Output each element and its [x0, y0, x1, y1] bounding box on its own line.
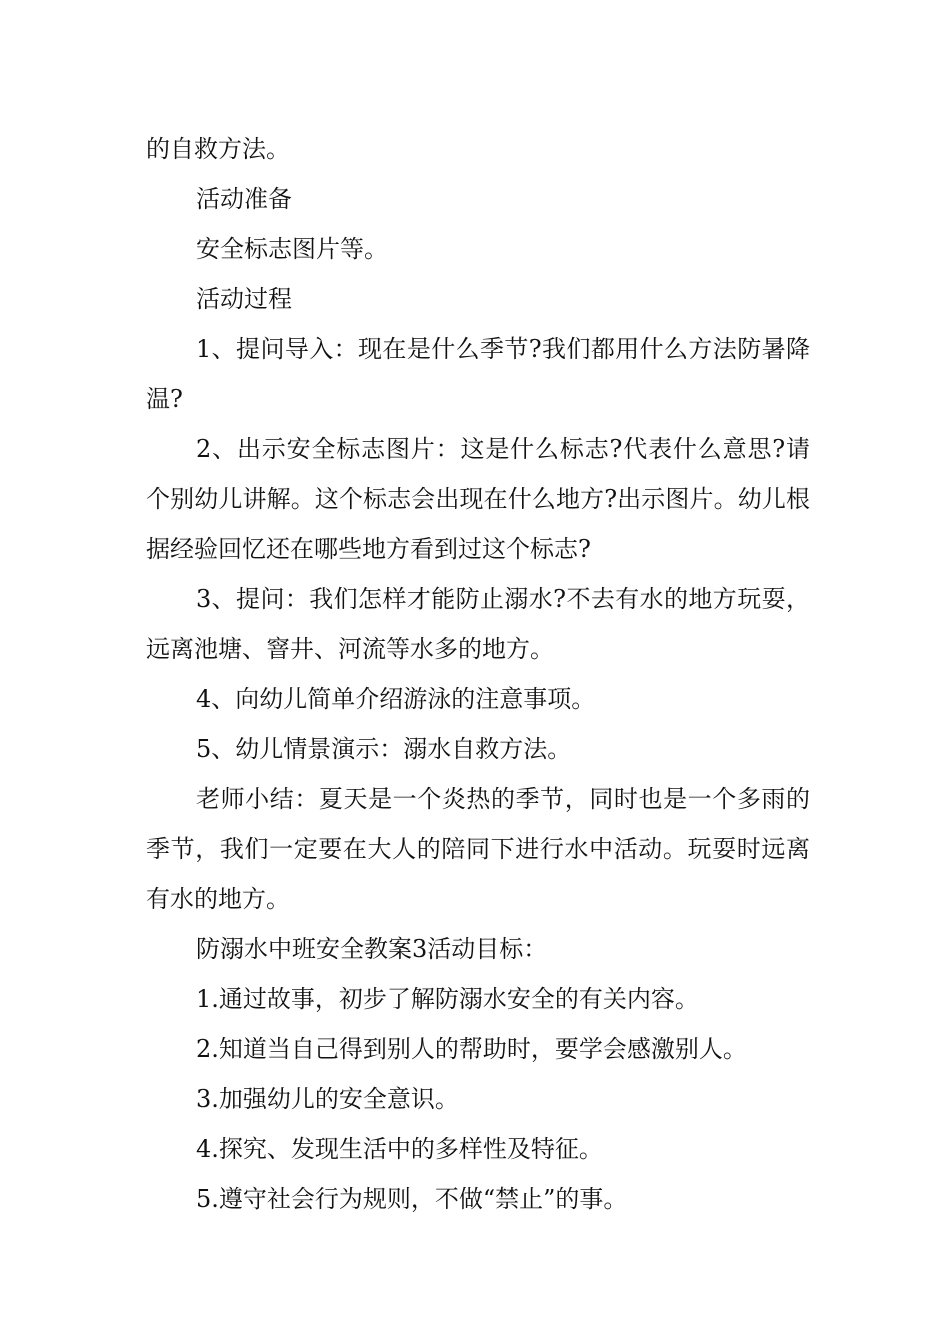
paragraph-step-2: 2、出示安全标志图片：这是什么标志?代表什么意思?请个别幼儿讲解。这个标志会出现在什么地方?出示图片。幼儿根据经验回忆还在哪些地方看到过这个标志? — [146, 435, 810, 563]
paragraph-goal-1: 1.通过故事，初步了解防溺水安全的有关内容。 — [196, 985, 699, 1013]
paragraph-step-1: 1、提问导入：现在是什么季节?我们都用什么方法防暑降温? — [146, 335, 810, 413]
paragraph-goal-2: 2.知道当自己得到别人的帮助时，要学会感激别人。 — [196, 1035, 747, 1063]
heading-lesson-3-goals: 防溺水中班安全教案3活动目标： — [196, 935, 548, 963]
document-body — [146, 124, 810, 1224]
paragraph-preparation-materials: 安全标志图片等。 — [196, 235, 388, 263]
paragraph-step-4: 4、向幼儿简单介绍游泳的注意事项。 — [196, 685, 596, 713]
paragraph-step-3: 3、提问：我们怎样才能防止溺水?不去有水的地方玩耍，远离池塘、窨井、河流等水多的地方。 — [146, 585, 810, 663]
paragraph-goal-3: 3.加强幼儿的安全意识。 — [196, 1085, 459, 1113]
paragraph-goal-4: 4.探究、发现生活中的多样性及特征。 — [196, 1135, 603, 1163]
paragraph-continuation: 的自救方法。 — [146, 135, 290, 163]
heading-activity-process: 活动过程 — [196, 285, 292, 313]
paragraph-step-5: 5、幼儿情景演示：溺水自救方法。 — [196, 735, 572, 763]
paragraph-goal-5: 5.遵守社会行为规则，不做“禁止”的事。 — [196, 1185, 628, 1213]
paragraph-teacher-summary: 老师小结：夏天是一个炎热的季节，同时也是一个多雨的季节，我们一定要在大人的陪同下进行水中活动。玩耍时远离有水的地方。 — [146, 785, 810, 913]
heading-activity-preparation: 活动准备 — [196, 185, 292, 213]
